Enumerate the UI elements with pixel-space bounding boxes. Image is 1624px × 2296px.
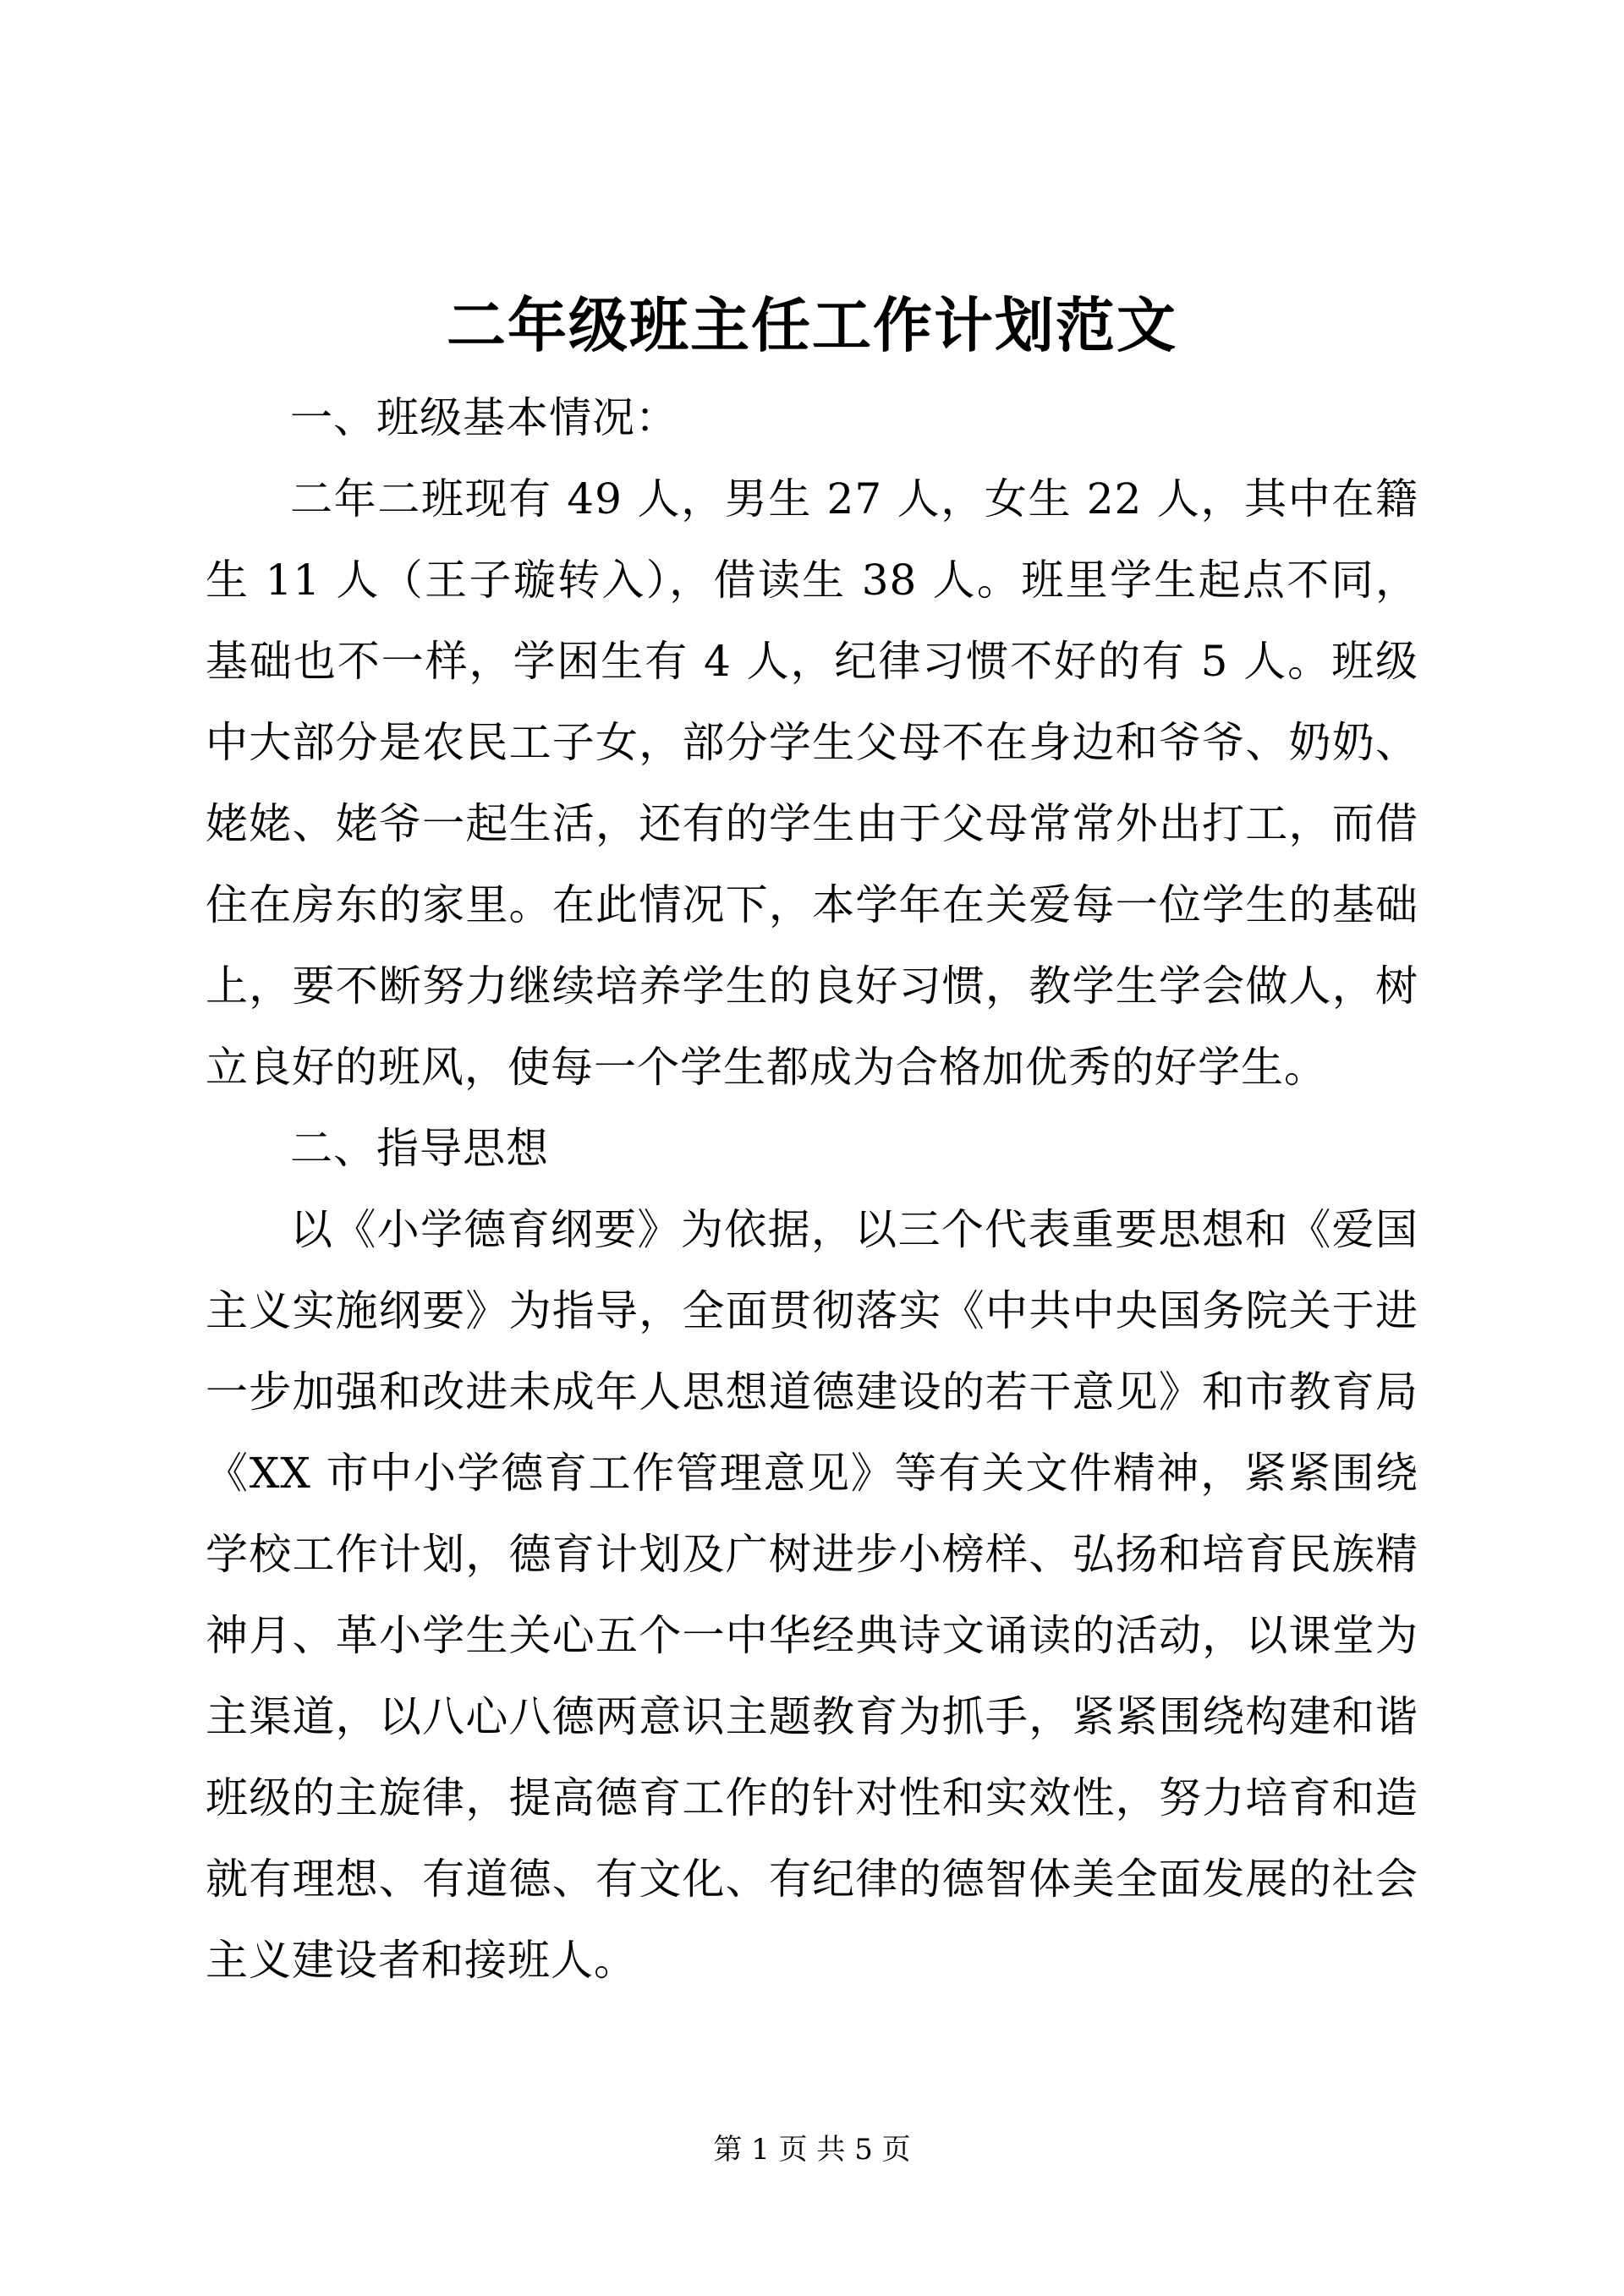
document-content (206, 288, 1418, 2001)
paragraph: 二年二班现有 49 人，男生 27 人，女生 22 人，其中在籍生 11 人（王子璇转入），借读生 38 人。班里学生起点不同，基础也不一样，学困生有 4 人，纪律习惯不好的有 5 人。班级中大部分是农民工子女，部分学生父母不在身边和爷爷、奶奶、姥姥、姥爷一起生活，还有的学生由于父母常常外出打工，而借住在房东的家里。在此情况下，本学年在关爱每一位学生的基础上，要不断努力继续培养学生的良好习惯，教学生学会做人，树立良好的班风，使每一个学生都成为合格加优秀的好学生。 (206, 474, 1418, 1092)
section-heading: 二、指导思想 (290, 1124, 549, 1173)
section-heading: 一、班级基本情况： (290, 393, 678, 442)
page-number-label: 第 1 页 共 5 页 (713, 2133, 911, 2167)
document-title: 二年级班主任工作计划范文 (447, 290, 1177, 360)
document-body (206, 377, 1418, 2001)
paragraph: 以《小学德育纲要》为依据，以三个代表重要思想和《爱国主义实施纲要》为指导，全面贯彻落实《中共中央国务院关于进一步加强和改进未成年人思想道德建设的若干意见》和市教育局《XX 市中小学德育工作管理意见》等有关文件精神，紧紧围绕学校工作计划，德育计划及广树进步小榜样、弘扬和培育民族精神月、革小学生关心五个一中华经典诗文诵读的活动，以课堂为主渠道，以八心八德两意识主题教育为抓手，紧紧围绕构建和谐班级的主旋律，提高德育工作的针对性和实效性，努力培育和造就有理想、有道德、有文化、有纪律的德智体美全面发展的社会主义建设者和接班人。 (206, 1205, 1418, 1985)
page-footer (0, 2133, 1624, 2167)
